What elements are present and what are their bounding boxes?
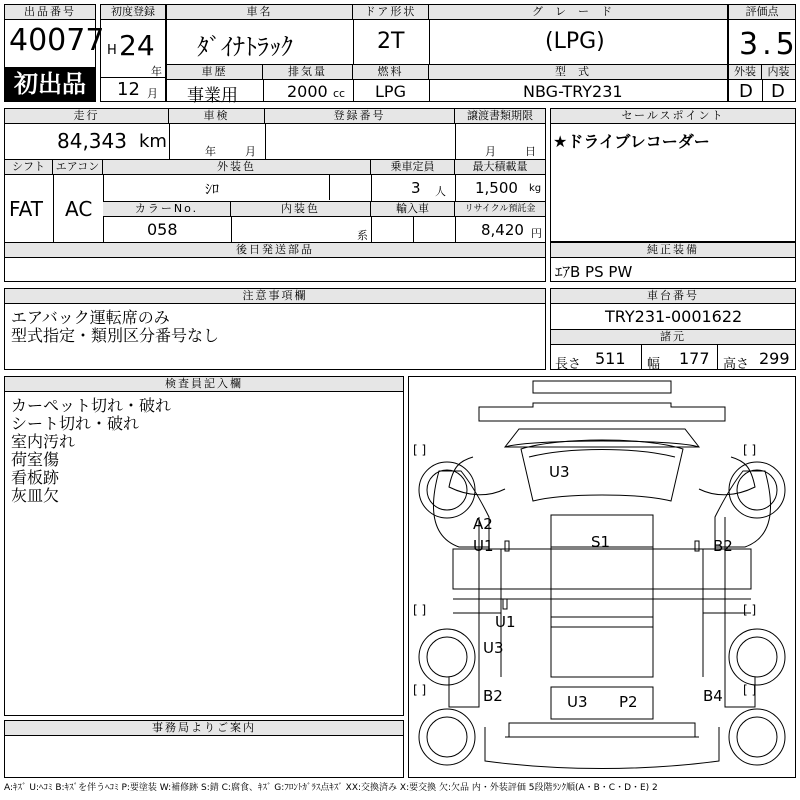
displacement-unit: cc xyxy=(333,87,346,100)
truck-diagram-svg xyxy=(409,377,795,777)
capacity-label: 乗車定員 xyxy=(371,160,455,175)
car-name: ﾀﾞｲﾅﾄﾗｯｸ xyxy=(197,33,293,61)
history-label: 車歴 xyxy=(167,65,263,80)
inspector-label: 検査員記入欄 xyxy=(5,377,403,392)
inspection-year-unit: 年 xyxy=(205,145,216,158)
header-block xyxy=(4,4,799,106)
bracket-left-mid: [ ] xyxy=(413,603,427,617)
bracket-right-mid: [ ] xyxy=(743,603,757,617)
recycle-value: 8,420 xyxy=(481,221,524,239)
exterior-value: D xyxy=(739,81,753,102)
dims-label: 諸元 xyxy=(551,330,795,345)
mark-b4-rear: B4 xyxy=(703,687,723,705)
score-box xyxy=(728,4,799,102)
notes-label: 注意事項欄 xyxy=(5,289,545,304)
transfer-label: 譲渡書類期限 xyxy=(455,109,545,124)
inspector-line-5: 看板跡 xyxy=(11,468,60,487)
interior-label: 内装 xyxy=(762,65,795,80)
mark-u3-top: U3 xyxy=(549,463,570,481)
car-diagram xyxy=(408,376,796,778)
equipment-text: ｴｱB PS PW xyxy=(555,263,633,281)
notes-line-2: 型式指定・類別区分番号なし xyxy=(11,326,220,345)
inspector-line-4: 荷室傷 xyxy=(11,450,60,469)
reg-year: 24 xyxy=(119,29,155,62)
mark-b2-right: B2 xyxy=(713,537,733,555)
mileage-unit: km xyxy=(139,131,167,152)
history-value: 事業用 xyxy=(187,86,238,106)
color-no-label: カラーNo. xyxy=(103,202,231,217)
ext-color-label: 外装色 xyxy=(103,160,371,175)
load-label: 最大積載量 xyxy=(455,160,545,175)
bracket-right-rear: [ ] xyxy=(743,683,757,697)
mark-p2-rear: P2 xyxy=(619,693,638,711)
lot-number: 40077 xyxy=(9,23,105,58)
inspector-line-2: シート切れ・破れ xyxy=(11,414,140,433)
inspector-line-1: カーペット切れ・破れ xyxy=(11,396,172,415)
fuel-value: LPG xyxy=(375,82,406,101)
ext-color-value: ｼﾛ xyxy=(205,182,219,198)
mark-b2-rear: B2 xyxy=(483,687,503,705)
office-label: 事務局よりご案内 xyxy=(5,721,403,736)
interior-value: D xyxy=(771,81,785,102)
transfer-month-unit: 月 xyxy=(485,145,496,158)
score-label: 評価点 xyxy=(729,5,795,20)
inspector-box xyxy=(4,376,404,716)
score-value: 3.5 xyxy=(739,27,799,62)
plate-label: 登録番号 xyxy=(265,109,455,124)
height-value: 299 xyxy=(759,349,790,368)
chassis-value: TRY231-0001622 xyxy=(605,307,743,326)
inspector-line-3: 室内汚れ xyxy=(11,432,76,451)
fuel-label: 燃料 xyxy=(353,65,429,80)
ac-value: AC xyxy=(65,197,93,221)
reg-month: 12 xyxy=(117,79,140,100)
notes-box xyxy=(4,288,546,370)
shift-value: FAT xyxy=(9,197,44,221)
car-name-label: 車名 xyxy=(167,5,353,20)
office-box xyxy=(4,720,404,778)
reg-month-unit: 月 xyxy=(147,87,158,100)
inspector-line-6: 灰皿欠 xyxy=(11,486,60,505)
displacement-label: 排気量 xyxy=(263,65,353,80)
exterior-label: 外装 xyxy=(729,65,762,80)
capacity-value: 3 xyxy=(411,179,421,197)
ac-label: エアコン xyxy=(53,160,103,175)
equipment-label: 純正装備 xyxy=(551,243,795,258)
door-label: ドア形状 xyxy=(353,5,429,20)
sales-points-box xyxy=(550,108,796,242)
name-grade-box xyxy=(166,4,728,106)
model-label: 型式 xyxy=(429,65,727,80)
door-value: 2T xyxy=(377,29,405,54)
grade-label: グレード xyxy=(429,5,727,20)
capacity-unit: 人 xyxy=(435,185,446,198)
width-label: 幅 xyxy=(647,357,661,372)
mileage-label: 走行 xyxy=(5,109,169,124)
load-value: 1,500 xyxy=(475,179,518,197)
lot-label: 出品番号 xyxy=(5,5,95,20)
later-parts-label: 後日発送部品 xyxy=(5,243,545,258)
length-value: 511 xyxy=(595,349,626,368)
specs-block xyxy=(4,108,546,282)
footer-legend: A:ｷｽﾞ U:ﾍｺﾐ B:ｷｽﾞを伴うﾍｺﾐ P:要塗装 W:補修跡 S:錆 C:腐食、ｷｽﾞ G:ﾌﾛﾝﾄｶﾞﾗｽ点ｷｽﾞ XX:交換済み X:要交換 欠:欠品 内・外装評価 5段階ﾗﾝｸ順(A・B・C・D・E) 2 xyxy=(4,783,658,793)
inspection-label: 車検 xyxy=(169,109,265,124)
color-no-value: 058 xyxy=(147,220,178,239)
reg-year-unit: 年 xyxy=(151,65,162,78)
import-label: 輸入車 xyxy=(371,202,455,217)
chassis-label: 車台番号 xyxy=(551,289,795,304)
sales-points-label: セールスポイント xyxy=(551,109,795,124)
grade-value: (LPG) xyxy=(545,29,605,54)
reg-label: 初度登録 xyxy=(101,5,165,20)
bracket-left-front: [ ] xyxy=(413,443,427,457)
recycle-label: リサイクル預託金 xyxy=(455,202,545,217)
displacement-value: 2000 xyxy=(287,82,328,101)
lot-box xyxy=(4,4,105,102)
height-label: 高さ xyxy=(723,357,750,372)
recycle-unit: 円 xyxy=(531,227,542,240)
bracket-right-front: [ ] xyxy=(743,443,757,457)
notes-line-1: エアバック運転席のみ xyxy=(11,308,170,327)
mileage-value: 84,343 xyxy=(57,129,127,153)
reg-era: H xyxy=(107,43,117,58)
width-value: 177 xyxy=(679,349,710,368)
int-color-label: 内装色 xyxy=(231,202,371,217)
mark-u1-left: U1 xyxy=(473,537,494,555)
mark-u3-left: U3 xyxy=(483,639,504,657)
mark-u3-rear: U3 xyxy=(567,693,588,711)
model-value: NBG-TRY231 xyxy=(523,82,623,101)
bracket-left-rear: [ ] xyxy=(413,683,427,697)
registration-box xyxy=(100,4,166,102)
load-unit: kg xyxy=(529,183,542,194)
int-color-unit: 系 xyxy=(357,229,368,242)
sales-points-text: ★ドライブレコーダー xyxy=(553,132,710,151)
length-label: 長さ xyxy=(555,357,582,372)
mark-u1-center: U1 xyxy=(495,613,516,631)
equipment-box xyxy=(550,242,796,282)
first-listing-badge: 初出品 xyxy=(5,67,95,101)
transfer-day-unit: 日 xyxy=(525,145,536,158)
shift-label: シフト xyxy=(5,160,53,175)
chassis-box xyxy=(550,288,796,370)
mark-a2: A2 xyxy=(473,515,493,533)
inspection-month-unit: 月 xyxy=(245,145,256,158)
mark-s1: S1 xyxy=(591,533,611,551)
